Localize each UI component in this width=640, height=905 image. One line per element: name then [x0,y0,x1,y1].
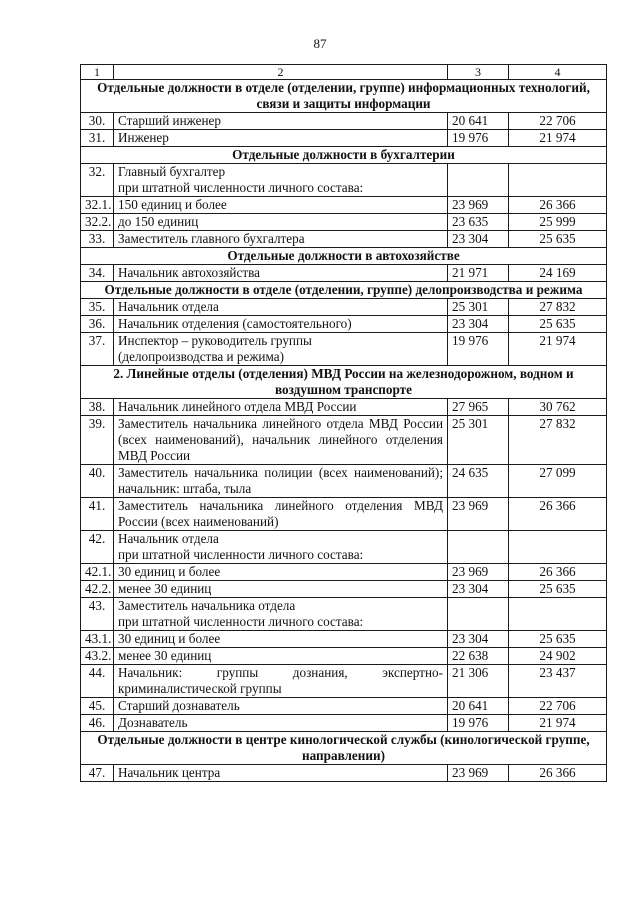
row-number: 31. [81,130,114,147]
table-row [81,214,607,231]
table-row [81,698,607,715]
header-col-3: 3 [448,65,509,80]
position-name: Начальник линейного отдела МВД России [114,399,448,416]
salary-value-col3: 23 969 [448,498,509,531]
salary-value-col3: 23 969 [448,197,509,214]
table-row [81,498,607,531]
row-number: 38. [81,399,114,416]
row-number: 42.2. [81,581,114,598]
salary-value-col4: 27 832 [509,416,607,465]
salary-value-col4: 24 169 [509,265,607,282]
header-col-1: 1 [81,65,114,80]
table-row [81,715,607,732]
salary-value-col3 [448,531,509,564]
row-number: 45. [81,698,114,715]
position-name: 30 единиц и более [114,631,448,648]
salary-value-col4: 25 999 [509,214,607,231]
table-row [81,465,607,498]
table-row [81,113,607,130]
position-name: Старший дознаватель [114,698,448,715]
salary-value-col3: 23 969 [448,564,509,581]
section-heading: Отдельные должности в отделе (отделении, группе) информационных технологий, связи и защиты информации [81,80,607,113]
position-name: Инженер [114,130,448,147]
salary-value-col4 [509,164,607,197]
position-name: Заместитель начальника линейного отделения МВД России (всех наименований) [114,498,448,531]
row-number: 39. [81,416,114,465]
salary-value-col4: 21 974 [509,333,607,366]
row-number: 41. [81,498,114,531]
table-row [81,333,607,366]
table-row [81,648,607,665]
salary-value-col4: 25 635 [509,581,607,598]
position-name: Начальник: группы дознания, экспертно-криминалистической группы [114,665,448,698]
section-heading: Отдельные должности в отделе (отделении, группе) делопроизводства и режима [81,282,607,299]
table-row [81,399,607,416]
position-name: Старший инженер [114,113,448,130]
position-name: до 150 единиц [114,214,448,231]
salary-value-col3: 21 971 [448,265,509,282]
row-number: 43.2. [81,648,114,665]
salary-value-col3: 19 976 [448,715,509,732]
salary-value-col3: 23 304 [448,581,509,598]
header-row [81,65,607,80]
salary-value-col3: 25 301 [448,416,509,465]
salary-value-col3: 23 304 [448,316,509,333]
salary-value-col3: 20 641 [448,113,509,130]
table-row [81,231,607,248]
salary-value-col4: 23 437 [509,665,607,698]
salary-value-col4: 26 366 [509,564,607,581]
row-number: 32.2. [81,214,114,231]
salary-value-col3: 19 976 [448,333,509,366]
row-number: 34. [81,265,114,282]
position-name: Начальник автохозяйства [114,265,448,282]
salary-value-col3: 22 638 [448,648,509,665]
salary-value-col4: 22 706 [509,113,607,130]
salary-value-col4 [509,531,607,564]
table-row [81,130,607,147]
salary-value-col3 [448,598,509,631]
section-heading-row [81,248,607,265]
salary-value-col3 [448,164,509,197]
header-col-2: 2 [114,65,448,80]
salary-value-col4: 27 099 [509,465,607,498]
position-name: Начальник центра [114,765,448,782]
row-number: 42. [81,531,114,564]
salary-value-col3: 23 304 [448,631,509,648]
salary-value-col3: 19 976 [448,130,509,147]
position-name: менее 30 единиц [114,648,448,665]
position-name: Начальник отделения (самостоятельного) [114,316,448,333]
row-number: 47. [81,765,114,782]
section-heading-row [81,282,607,299]
salary-value-col4: 22 706 [509,698,607,715]
position-name: Главный бухгалтер при штатной численности личного состава: [114,164,448,197]
position-name: Начальник отдела [114,299,448,316]
table-row [81,581,607,598]
row-number: 43. [81,598,114,631]
row-number: 37. [81,333,114,366]
row-number: 32.1. [81,197,114,214]
salary-value-col3: 23 969 [448,765,509,782]
table-row [81,299,607,316]
position-name: менее 30 единиц [114,581,448,598]
section-heading: 2. Линейные отделы (отделения) МВД России на железнодорожном, водном и воздушном транспорте [81,366,607,399]
section-heading: Отдельные должности в центре кинологической службы (кинологической группе, направлении) [81,732,607,765]
salary-table-body [81,65,607,782]
salary-value-col3: 21 306 [448,665,509,698]
salary-value-col4 [509,598,607,631]
salary-value-col3: 25 301 [448,299,509,316]
section-heading-row [81,366,607,399]
salary-value-col4: 24 902 [509,648,607,665]
table-row [81,531,607,564]
row-number: 33. [81,231,114,248]
table-row [81,416,607,465]
table-row [81,631,607,648]
table-row [81,564,607,581]
salary-value-col4: 27 832 [509,299,607,316]
position-name: Инспектор – руководитель группы (делопроизводства и режима) [114,333,448,366]
salary-value-col3: 23 635 [448,214,509,231]
salary-value-col4: 25 635 [509,631,607,648]
table-row [81,316,607,333]
header-col-4: 4 [509,65,607,80]
salary-value-col4: 21 974 [509,715,607,732]
table-row [81,164,607,197]
row-number: 32. [81,164,114,197]
page-number: 87 [313,36,327,51]
section-heading-row [81,732,607,765]
section-heading-row [81,147,607,164]
row-number: 40. [81,465,114,498]
position-name: Заместитель начальника линейного отдела МВД России (всех наименований), начальник линейного отделения МВД России [114,416,448,465]
salary-value-col4: 25 635 [509,231,607,248]
table-row [81,665,607,698]
table-row [81,197,607,214]
table-row [81,598,607,631]
salary-value-col3: 23 304 [448,231,509,248]
row-number: 43.1. [81,631,114,648]
section-heading-row [81,80,607,113]
position-name: Заместитель начальника полиции (всех наименований); начальник: штаба, тыла [114,465,448,498]
table-row [81,765,607,782]
salary-table [80,64,607,782]
position-name: Заместитель начальника отдела при штатной численности личного состава: [114,598,448,631]
salary-value-col4: 26 366 [509,197,607,214]
position-name: Начальник отдела при штатной численности личного состава: [114,531,448,564]
row-number: 46. [81,715,114,732]
position-name: 150 единиц и более [114,197,448,214]
salary-value-col3: 27 965 [448,399,509,416]
row-number: 30. [81,113,114,130]
salary-value-col4: 21 974 [509,130,607,147]
salary-value-col4: 30 762 [509,399,607,416]
section-heading: Отдельные должности в бухгалтерии [81,147,607,164]
row-number: 36. [81,316,114,333]
table-row [81,265,607,282]
position-name: Дознаватель [114,715,448,732]
row-number: 35. [81,299,114,316]
salary-value-col3: 20 641 [448,698,509,715]
row-number: 44. [81,665,114,698]
salary-value-col4: 26 366 [509,765,607,782]
salary-value-col4: 25 635 [509,316,607,333]
row-number: 42.1. [81,564,114,581]
position-name: 30 единиц и более [114,564,448,581]
position-name: Заместитель главного бухгалтера [114,231,448,248]
section-heading: Отдельные должности в автохозяйстве [81,248,607,265]
salary-value-col3: 24 635 [448,465,509,498]
salary-value-col4: 26 366 [509,498,607,531]
